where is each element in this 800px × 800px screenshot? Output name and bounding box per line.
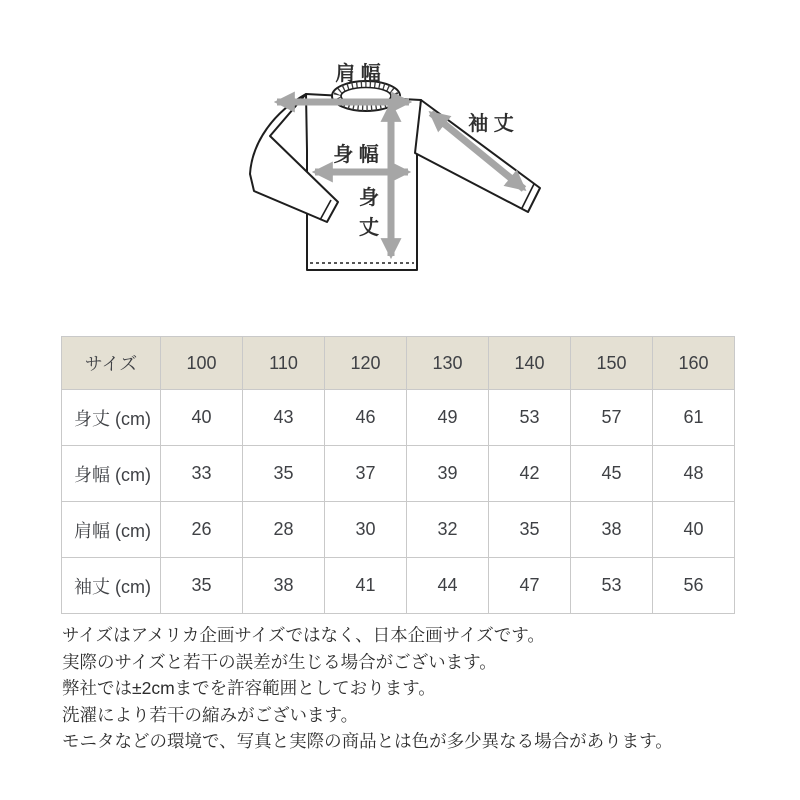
row-label-body-width: 身幅 (cm) [62, 446, 161, 502]
note-line: 弊社では±2cmまでを許容範囲としております。 [62, 678, 436, 698]
size-value: 38 [571, 502, 653, 558]
shoulder-width-label: 肩 幅 [335, 63, 381, 85]
size-header-130: 130 [407, 337, 489, 390]
size-value: 26 [161, 502, 243, 558]
notes [62, 622, 673, 755]
note-line: サイズはアメリカ企画サイズではなく、日本企画サイズです。 [62, 625, 545, 645]
size-value: 32 [407, 502, 489, 558]
size-value: 48 [653, 446, 735, 502]
size-value: 40 [653, 502, 735, 558]
size-value: 37 [325, 446, 407, 502]
size-value: 46 [325, 390, 407, 446]
shirt-measurement-diagram [230, 45, 570, 290]
size-value: 45 [571, 446, 653, 502]
size-value: 57 [571, 390, 653, 446]
body-length-label-char1: 身 [359, 187, 379, 209]
sleeve-length-label: 袖 丈 [468, 113, 514, 135]
size-value: 44 [407, 558, 489, 614]
size-value: 47 [489, 558, 571, 614]
size-header-120: 120 [325, 337, 407, 390]
size-value: 30 [325, 502, 407, 558]
size-header-150: 150 [571, 337, 653, 390]
size-value: 41 [325, 558, 407, 614]
body-width-label: 身 幅 [333, 144, 379, 166]
size-column-header: サイズ [62, 337, 161, 390]
size-value: 33 [161, 446, 243, 502]
table-row-sleeve-length [62, 558, 735, 614]
table-row-body-length [62, 390, 735, 446]
row-label-shoulder-width: 肩幅 (cm) [62, 502, 161, 558]
size-value: 38 [243, 558, 325, 614]
body-length-label-char2: 丈 [359, 217, 379, 239]
shirt-body [306, 94, 421, 270]
size-value: 56 [653, 558, 735, 614]
size-header-110: 110 [243, 337, 325, 390]
size-table-header-row [62, 337, 735, 390]
size-table [61, 336, 735, 614]
row-label-body-length: 身丈 (cm) [62, 390, 161, 446]
size-header-100: 100 [161, 337, 243, 390]
size-value: 43 [243, 390, 325, 446]
size-header-160: 160 [653, 337, 735, 390]
size-value: 61 [653, 390, 735, 446]
size-value: 28 [243, 502, 325, 558]
size-value: 39 [407, 446, 489, 502]
size-value: 35 [161, 558, 243, 614]
size-value: 42 [489, 446, 571, 502]
size-value: 35 [243, 446, 325, 502]
row-label-sleeve-length: 袖丈 (cm) [62, 558, 161, 614]
size-value: 53 [489, 390, 571, 446]
note-line: モニタなどの環境で、写真と実際の商品とは色が多少異なる場合があります。 [62, 731, 673, 751]
size-value: 35 [489, 502, 571, 558]
size-value: 53 [571, 558, 653, 614]
note-line: 洗濯により若干の縮みがございます。 [62, 704, 359, 725]
size-value: 40 [161, 390, 243, 446]
size-header-140: 140 [489, 337, 571, 390]
table-row-body-width [62, 446, 735, 502]
table-row-shoulder-width [62, 502, 735, 558]
note-line: 実際のサイズと若干の誤差が生じる場合がございます。 [62, 651, 497, 672]
size-value: 49 [407, 390, 489, 446]
